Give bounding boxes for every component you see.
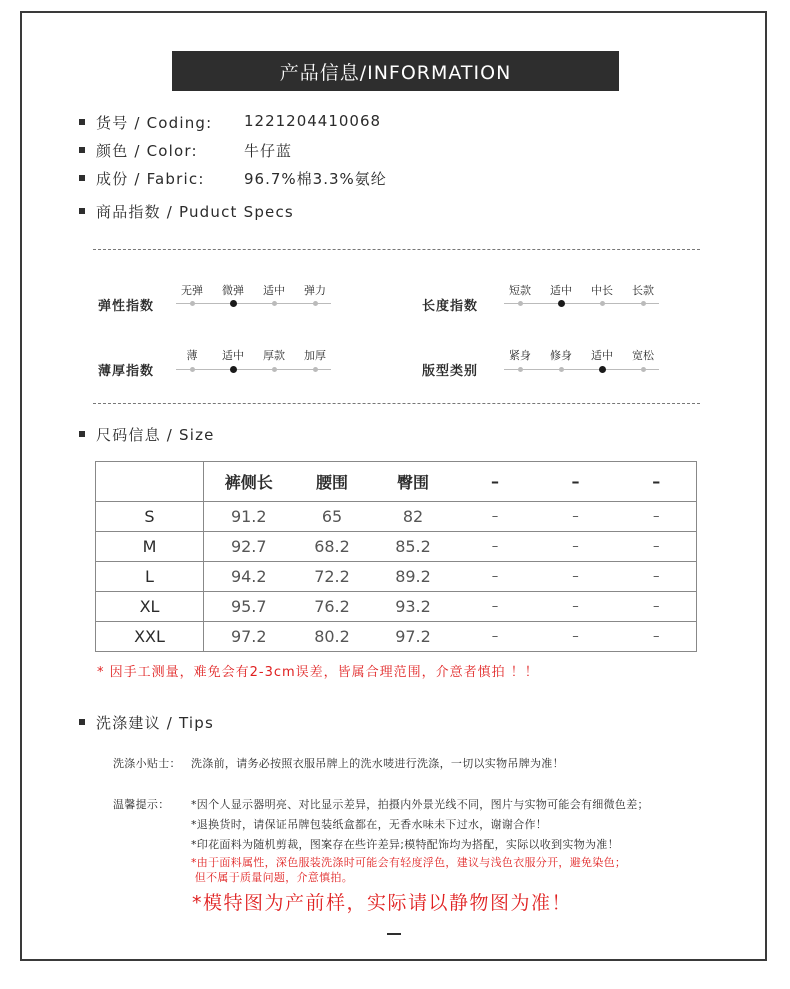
table-cell: 80.2 — [294, 622, 371, 652]
scale-option-label: 加厚 — [304, 349, 326, 362]
reminder-line: *因个人显示器明亮、对比显示差异，拍摄内外景光线不同，图片与实物可能会有细微色差； — [191, 798, 649, 811]
scale-option-label: 适中 — [222, 349, 244, 362]
size-section-label: 尺码信息 / Size — [96, 426, 215, 444]
scale-option-label: 短款 — [509, 284, 531, 297]
table-cell: – — [535, 592, 617, 622]
table-row — [96, 532, 697, 562]
thickness-label: 薄厚指数 — [98, 364, 155, 379]
scale-dot — [641, 301, 646, 306]
bullet-icon — [79, 119, 85, 125]
scale-option-label: 适中 — [263, 284, 285, 297]
table-cell: S — [96, 502, 204, 532]
scale-option-label: 厚款 — [263, 349, 285, 362]
table-cell: XL — [96, 592, 204, 622]
bullet-icon — [79, 147, 85, 153]
scale-dot — [518, 367, 523, 372]
table-header-cell: – — [535, 462, 617, 502]
scale-option-label: 薄 — [186, 349, 198, 362]
table-cell: – — [617, 592, 697, 622]
color-label: 颜色 / Color: — [96, 142, 198, 160]
length-label: 长度指数 — [422, 299, 479, 314]
table-cell: – — [456, 532, 535, 562]
table-cell: 97.2 — [371, 622, 456, 652]
table-cell: 93.2 — [371, 592, 456, 622]
end-mark — [387, 933, 401, 935]
coding-value: 1221204410068 — [244, 112, 382, 130]
reminder-red-line: 但不属于质量问题，介意慎拍。 — [191, 871, 353, 884]
table-cell: 91.2 — [204, 502, 294, 532]
scale-dot — [190, 367, 195, 372]
fabric-label: 成份 / Fabric: — [96, 170, 205, 188]
table-cell: – — [617, 532, 697, 562]
table-row — [96, 502, 697, 532]
scale-option-label: 紧身 — [509, 349, 531, 362]
table-cell: 65 — [294, 502, 371, 532]
table-cell: XXL — [96, 622, 204, 652]
table-cell: – — [617, 562, 697, 592]
page-title-text: 产品信息/INFORMATION — [279, 61, 512, 84]
table-header-cell: – — [456, 462, 535, 502]
table-row — [96, 622, 697, 652]
table-cell: – — [617, 502, 697, 532]
scale-track — [176, 369, 331, 370]
wash-title: 洗涤小贴士： — [113, 757, 181, 770]
table-cell: – — [535, 502, 617, 532]
table-cell: 76.2 — [294, 592, 371, 622]
final-note: *模特图为产前样，实际请以静物图为准！ — [192, 892, 573, 914]
scale-dot — [272, 301, 277, 306]
fabric-value: 96.7%棉3.3%氨纶 — [244, 170, 387, 188]
coding-label: 货号 / Coding: — [96, 114, 213, 132]
table-cell: 94.2 — [204, 562, 294, 592]
bullet-icon — [79, 175, 85, 181]
divider — [93, 249, 700, 250]
reminder-red-line: *由于面料属性，深色服装洗涤时可能会有轻度浮色，建议与浅色衣服分开，避免染色； — [191, 856, 627, 869]
reminder-title: 温馨提示： — [113, 798, 170, 811]
table-header-cell — [96, 462, 204, 502]
table-header-row — [96, 462, 697, 502]
scale-option-label: 适中 — [550, 284, 572, 297]
scale-dot — [313, 367, 318, 372]
size-note: * 因手工测量，难免会有2-3cm误差，皆属合理范围，介意者慎拍 ！！ — [97, 665, 539, 680]
scale-track — [504, 303, 659, 304]
table-cell: 97.2 — [204, 622, 294, 652]
scale-dot — [559, 367, 564, 372]
table-cell: M — [96, 532, 204, 562]
scale-dot-selected — [558, 300, 565, 307]
table-header-cell: 臀围 — [371, 462, 456, 502]
reminder-line: *退换货时，请保证吊牌包装纸盒都在，无香水味未下过水，谢谢合作！ — [191, 818, 548, 831]
elasticity-label: 弹性指数 — [98, 299, 155, 314]
table-cell: – — [535, 562, 617, 592]
bullet-icon — [79, 208, 85, 214]
scale-option-label: 修身 — [550, 349, 572, 362]
table-cell: 95.7 — [204, 592, 294, 622]
divider — [93, 403, 700, 404]
table-cell: – — [456, 592, 535, 622]
scale-dot — [272, 367, 277, 372]
table-cell: – — [535, 622, 617, 652]
table-cell: 85.2 — [371, 532, 456, 562]
scale-dot — [641, 367, 646, 372]
table-cell: – — [535, 532, 617, 562]
scale-option-label: 宽松 — [632, 349, 654, 362]
table-cell: 72.2 — [294, 562, 371, 592]
scale-dot — [313, 301, 318, 306]
table-header-cell: 腰围 — [294, 462, 371, 502]
scale-dot-selected — [230, 366, 237, 373]
table-cell: 92.7 — [204, 532, 294, 562]
scale-option-label: 无弹 — [181, 284, 203, 297]
tips-section-label: 洗涤建议 / Tips — [96, 714, 214, 732]
table-header-cell: 裤侧长 — [204, 462, 294, 502]
reminder-line: *印花面料为随机剪裁，图案存在些许差异;模特配饰均为搭配，实际以收到实物为准！ — [191, 838, 619, 851]
scale-option-label: 中长 — [591, 284, 613, 297]
scale-dot — [600, 301, 605, 306]
wash-text: 洗涤前，请务必按照衣服吊牌上的洗水唛进行洗涤，一切以实物吊牌为准！ — [191, 757, 564, 770]
scale-option-label: 适中 — [591, 349, 613, 362]
specs-label: 商品指数 / Puduct Specs — [96, 203, 294, 221]
page-title — [172, 51, 619, 91]
table-cell: 68.2 — [294, 532, 371, 562]
table-row — [96, 592, 697, 622]
fit-label: 版型类别 — [422, 364, 479, 379]
scale-option-label: 长款 — [632, 284, 654, 297]
table-cell: L — [96, 562, 204, 592]
bullet-icon — [79, 431, 85, 437]
scale-track — [176, 303, 331, 304]
table-header-cell: – — [617, 462, 697, 502]
scale-track — [504, 369, 659, 370]
size-table — [95, 461, 697, 652]
table-cell: – — [456, 622, 535, 652]
table-row — [96, 562, 697, 592]
table-cell: 82 — [371, 502, 456, 532]
bullet-icon — [79, 719, 85, 725]
scale-dot — [190, 301, 195, 306]
table-cell: – — [456, 502, 535, 532]
scale-option-label: 弹力 — [304, 284, 326, 297]
table-cell: – — [456, 562, 535, 592]
scale-dot — [518, 301, 523, 306]
table-cell: – — [617, 622, 697, 652]
color-value: 牛仔蓝 — [244, 142, 293, 160]
table-cell: 89.2 — [371, 562, 456, 592]
scale-dot-selected — [230, 300, 237, 307]
scale-option-label: 微弹 — [222, 284, 244, 297]
scale-dot-selected — [599, 366, 606, 373]
